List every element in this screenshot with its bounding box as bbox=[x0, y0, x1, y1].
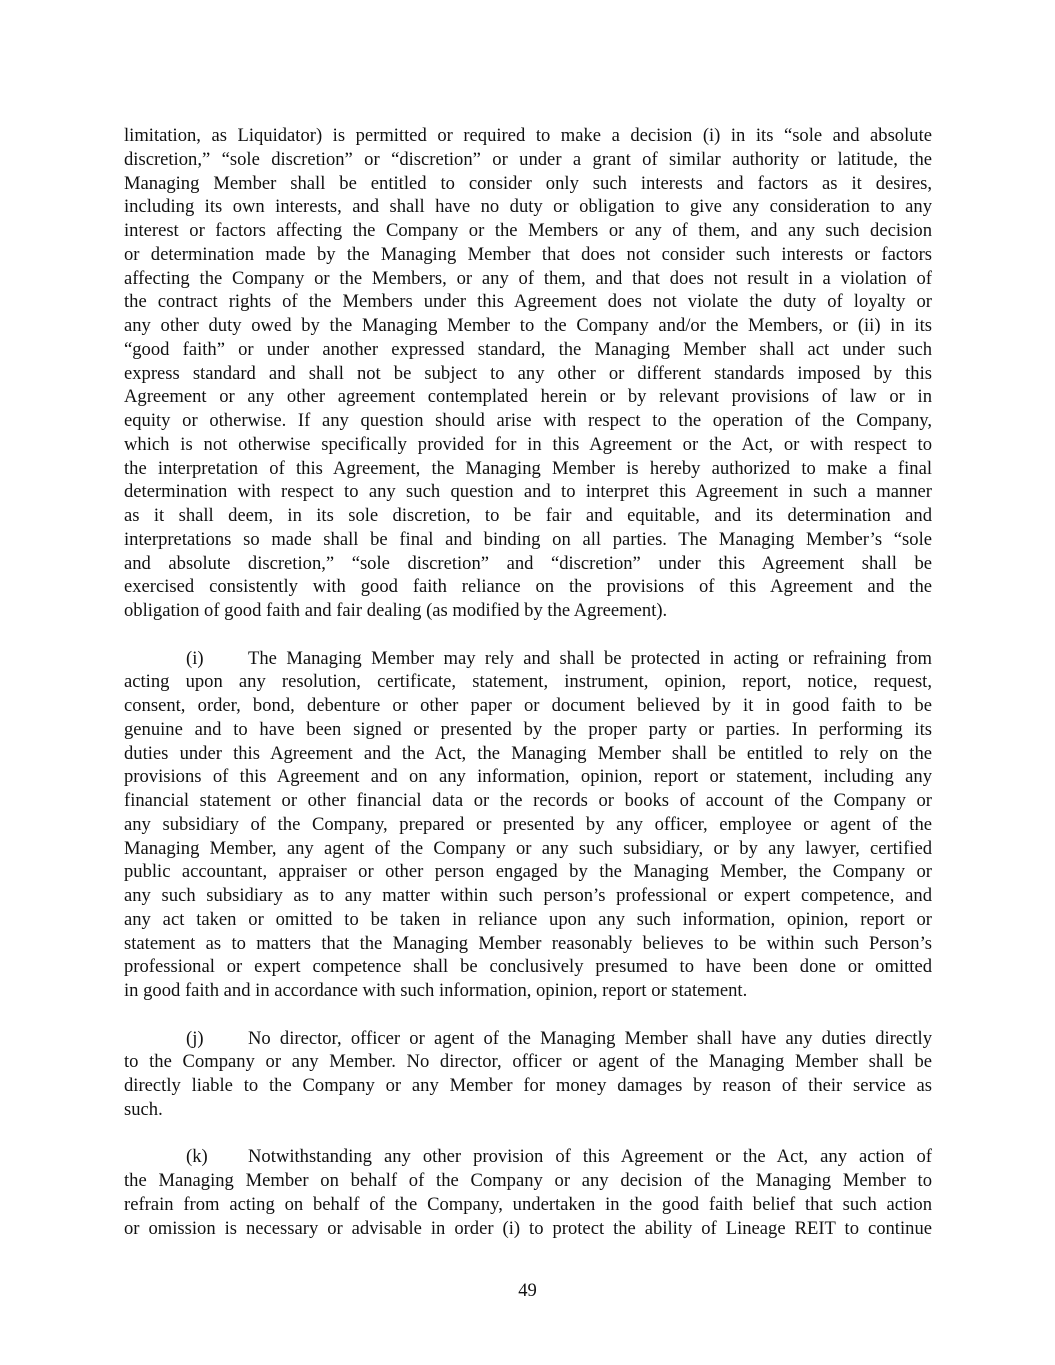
text-line: Managing Member, any agent of the Company or any such subsidiary, or by any lawyer, certified bbox=[124, 837, 932, 859]
text-line: genuine and to have been signed or presented by the proper party or parties. In performing its bbox=[124, 718, 932, 740]
text-line: Agreement or any other agreement contemplated herein or by relevant provisions of law or in bbox=[124, 386, 932, 408]
text-line: determination with respect to any such question and to interpret this Agreement in such a manner bbox=[124, 481, 932, 503]
text-line: acting upon any resolution, certificate, statement, instrument, opinion, report, notice, request, bbox=[124, 671, 932, 693]
paragraph-section-i bbox=[124, 647, 932, 1003]
text-line bbox=[124, 1027, 932, 1051]
line-text: Notwithstanding any other provision of this Agreement or the Act, any action of bbox=[248, 1146, 932, 1168]
text-line: any act taken or omitted to be taken in reliance upon any such information, opinion, report or bbox=[124, 908, 932, 930]
text-line: statement as to matters that the Managing Member reasonably believes to be within such Person’s bbox=[124, 932, 932, 954]
text-line: financial statement or other financial data or the records or books of account of the Company or bbox=[124, 790, 932, 811]
line-text: No director, officer or agent of the Managing Member shall have any duties directly bbox=[248, 1027, 932, 1049]
text-line: any other duty owed by the Managing Member to the Company and/or the Members, or (ii) in its bbox=[124, 315, 932, 336]
text-line bbox=[124, 1145, 932, 1169]
section-label: (k) bbox=[186, 1146, 208, 1168]
text-line: interest or factors affecting the Company or the Members or any of them, and any such decision bbox=[124, 220, 932, 241]
paragraph-continuation bbox=[124, 124, 932, 623]
line-text: The Managing Member may rely and shall be protected in acting or refraining from bbox=[248, 647, 932, 669]
text-line: affecting the Company or the Members, or any of them, and that does not result in a violation of bbox=[124, 267, 932, 289]
text-line: Managing Member shall be entitled to consider only such interests and factors as it desires, bbox=[124, 172, 932, 194]
document-page bbox=[124, 124, 932, 1240]
text-line: in good faith and in accordance with such information, opinion, report or statement. bbox=[124, 980, 748, 1001]
text-line: provisions of this Agreement and on any information, opinion, report or statement, including any bbox=[124, 766, 932, 788]
text-line: “good faith” or under another expressed standard, the Managing Member shall act under such bbox=[124, 338, 932, 360]
text-line: consent, order, bond, debenture or other paper or document believed by it in good faith to be bbox=[124, 695, 932, 716]
text-line: including its own interests, and shall have no duty or obligation to give any consideration to any bbox=[124, 196, 932, 218]
text-line: equity or otherwise. If any question should arise with respect to the operation of the Company, bbox=[124, 410, 932, 431]
text-line: refrain from acting on behalf of the Company, undertaken in the good faith belief that such action bbox=[124, 1193, 932, 1215]
text-line: or determination made by the Managing Member that does not consider such interests or factors bbox=[124, 243, 932, 265]
text-line: as it shall deem, in its sole discretion, to be fair and equitable, and its determination and bbox=[124, 505, 932, 526]
text-line: the interpretation of this Agreement, the Managing Member is hereby authorized to make a final bbox=[124, 457, 932, 479]
text-line: discretion,” “sole discretion” or “discretion” or under a grant of similar authority or latitude, the bbox=[124, 148, 932, 170]
text-line: directly liable to the Company or any Member for money damages by reason of their service as bbox=[124, 1075, 932, 1096]
text-line: express standard and shall not be subject to any other or different standards imposed by this bbox=[124, 362, 932, 384]
text-line: interpretations so made shall be final and binding on all parties. The Managing Member’s “sole bbox=[124, 528, 932, 550]
paragraph-section-j bbox=[124, 1027, 932, 1122]
text-line: the Managing Member on behalf of the Company or any decision of the Managing Member to bbox=[124, 1170, 932, 1191]
text-line: exercised consistently with good faith reliance on the provisions of this Agreement and the bbox=[124, 576, 932, 598]
text-line: public accountant, appraiser or other person engaged by the Managing Member, the Company or bbox=[124, 861, 932, 883]
text-line: any such subsidiary as to any matter within such person’s professional or expert competence, and bbox=[124, 885, 932, 906]
text-line: to the Company or any Member. No director, officer or agent of the Managing Member shall be bbox=[124, 1051, 932, 1073]
paragraph-section-k bbox=[124, 1145, 932, 1240]
text-line: limitation, as Liquidator) is permitted or required to make a decision (i) in its “sole and absolute bbox=[124, 125, 932, 146]
text-line: the contract rights of the Members under this Agreement does not violate the duty of loyalty or bbox=[124, 291, 932, 313]
text-line: such. bbox=[124, 1098, 163, 1120]
page-number: 49 bbox=[518, 1280, 537, 1301]
text-line: which is not otherwise specifically provided for in this Agreement or the Act, or with respect to bbox=[124, 433, 932, 455]
text-line: and absolute discretion,” “sole discretion” and “discretion” under this Agreement shall be bbox=[124, 552, 932, 574]
text-line: professional or expert competence shall be conclusively presumed to have been done or omitted bbox=[124, 956, 932, 978]
text-line: obligation of good faith and fair dealing (as modified by the Agreement). bbox=[124, 600, 668, 621]
section-label: (i) bbox=[186, 647, 204, 669]
text-line: or omission is necessary or advisable in order (i) to protect the ability of Lineage REIT to continue bbox=[124, 1217, 932, 1239]
text-line bbox=[124, 647, 932, 671]
section-label: (j) bbox=[186, 1027, 204, 1049]
text-line: duties under this Agreement and the Act, the Managing Member shall be entitled to rely on the bbox=[124, 742, 932, 764]
text-line: any subsidiary of the Company, prepared or presented by any officer, employee or agent of the bbox=[124, 813, 932, 835]
